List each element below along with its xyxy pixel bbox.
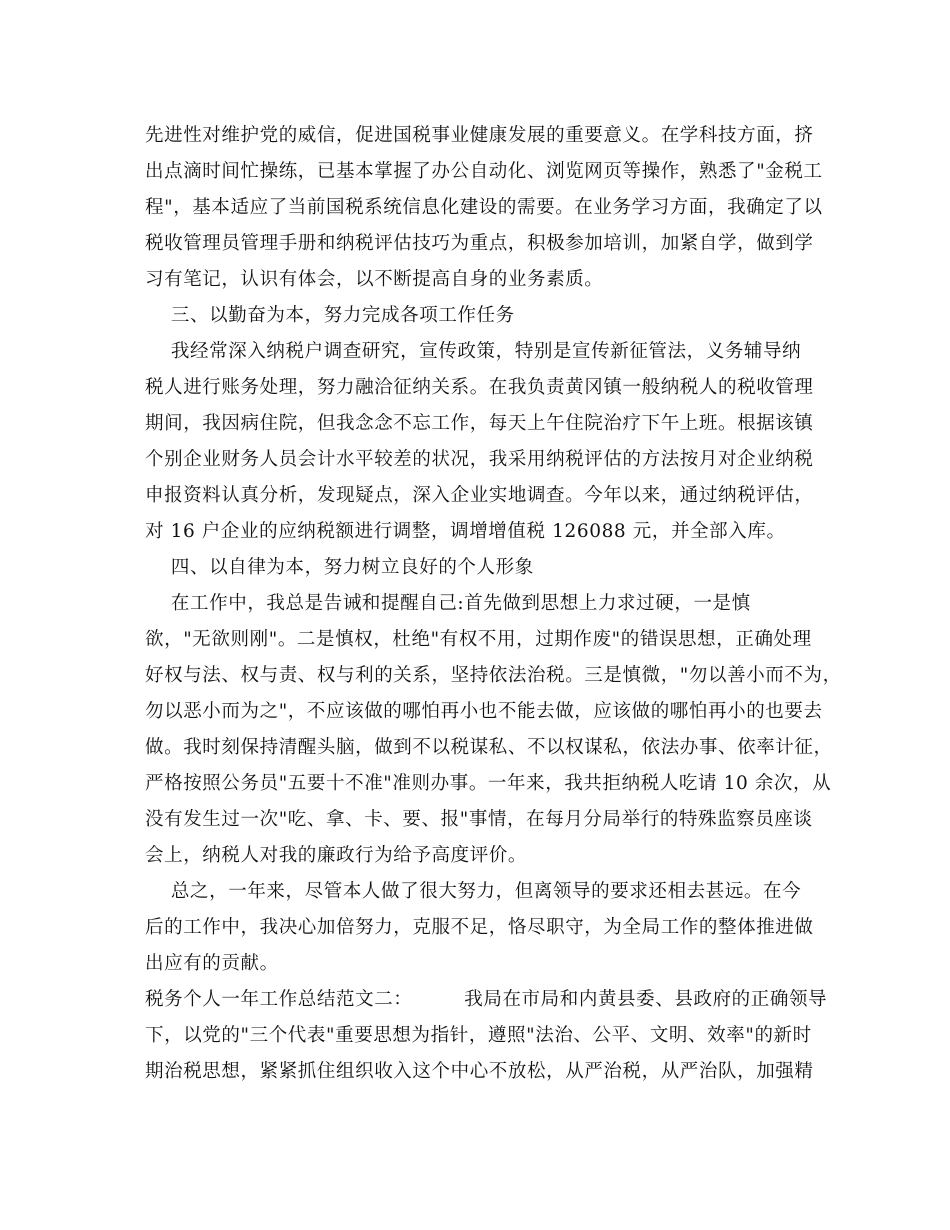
section-heading: 三、以勤奋为本，努力完成各项工作任务 [145,305,515,326]
text-line: 后的工作中，我决心加倍努力，克服不足，恪尽职守，为全局工作的整体推进做 [145,917,814,938]
text-line: 程"，基本适应了当前国税系统信息化建设的需要。在业务学习方面，我确定了以 [145,197,823,218]
text-line: 做。我时刻保持清醒头脑，做到不以税谋私、不以权谋私，依法办事、依率计征， [145,737,833,758]
text-line: 出点滴时间忙操练，已基本掌握了办公自动化、浏览网页等操作，熟悉了"金税工 [145,161,823,182]
text-line: 欲，"无欲则刚"。二是慎权，杜绝"有权不用，过期作废"的错误思想，正确处理 [145,629,812,650]
text-line: 个别企业财务人员会计水平较差的状况，我采用纳税评估的方法按月对企业纳税 [145,449,814,470]
text-line: 下，以党的"三个代表"重要思想为指针，遵照"法治、公平、文明、效率"的新时 [145,1025,812,1046]
text-line: 习有笔记，认识有体会，以不断提高自身的业务素质。 [145,269,604,290]
text-line: 税收管理员管理手册和纳税评估技巧为重点，积极参加培训，加紧自学，做到学 [145,233,814,254]
text-line: 对 16 户企业的应纳税额进行调整，调增增值税 126088 元，并全部入库。 [145,521,786,542]
text-line: 在工作中，我总是告诫和提醒自己:首先做到思想上力求过硬，一是慎 [145,593,751,614]
text-line: 税人进行账务处理，努力融洽征纳关系。在我负责黄冈镇一般纳税人的税收管理 [145,377,814,398]
text-line: 严格按照公务员"五要十不准"准则办事。一年来，我共拒纳税人吃请 10 余次，从 [145,773,832,794]
article-title-line: 税务个人一年工作总结范文二： 我局在市局和内黄县委、县政府的正确领导 [145,989,828,1010]
text-line: 没有发生过一次"吃、拿、卡、要、报"事情，在每月分局举行的特殊监察员座谈 [145,809,813,830]
text-line: 先进性对维护党的威信，促进国税事业健康发展的重要意义。在学科技方面，挤 [145,125,814,146]
text-line: 我经常深入纳税户调查研究，宣传政策，特别是宣传新征管法，义务辅导纳 [145,341,802,362]
text-line: 会上，纳税人对我的廉政行为给予高度评价。 [145,845,528,866]
text-line: 勿以恶小而为之"，不应该做的哪怕再小也不能去做，应该做的哪怕再小的也要去 [145,701,823,722]
text-line: 期间，我因病住院，但我念念不忘工作，每天上午住院治疗下午上班。根据该镇 [145,413,814,434]
text-line: 期治税思想，紧紧抓住组织收入这个中心不放松，从严治税，从严治队，加强精 [145,1061,814,1082]
text-line: 好权与法、权与责、权与利的关系，坚持依法治税。三是慎微，"勿以善小而不为， [145,665,842,686]
text-line: 申报资料认真分析，发现疑点，深入企业实地调查。今年以来，通过纳税评估， [145,485,814,506]
text-line: 总之，一年来，尽管本人做了很大努力，但离领导的要求还相去甚远。在今 [145,881,802,902]
document-body [145,118,842,1090]
text-line: 出应有的贡献。 [145,953,279,974]
section-heading: 四、以自律为本，努力树立良好的个人形象 [145,557,534,578]
